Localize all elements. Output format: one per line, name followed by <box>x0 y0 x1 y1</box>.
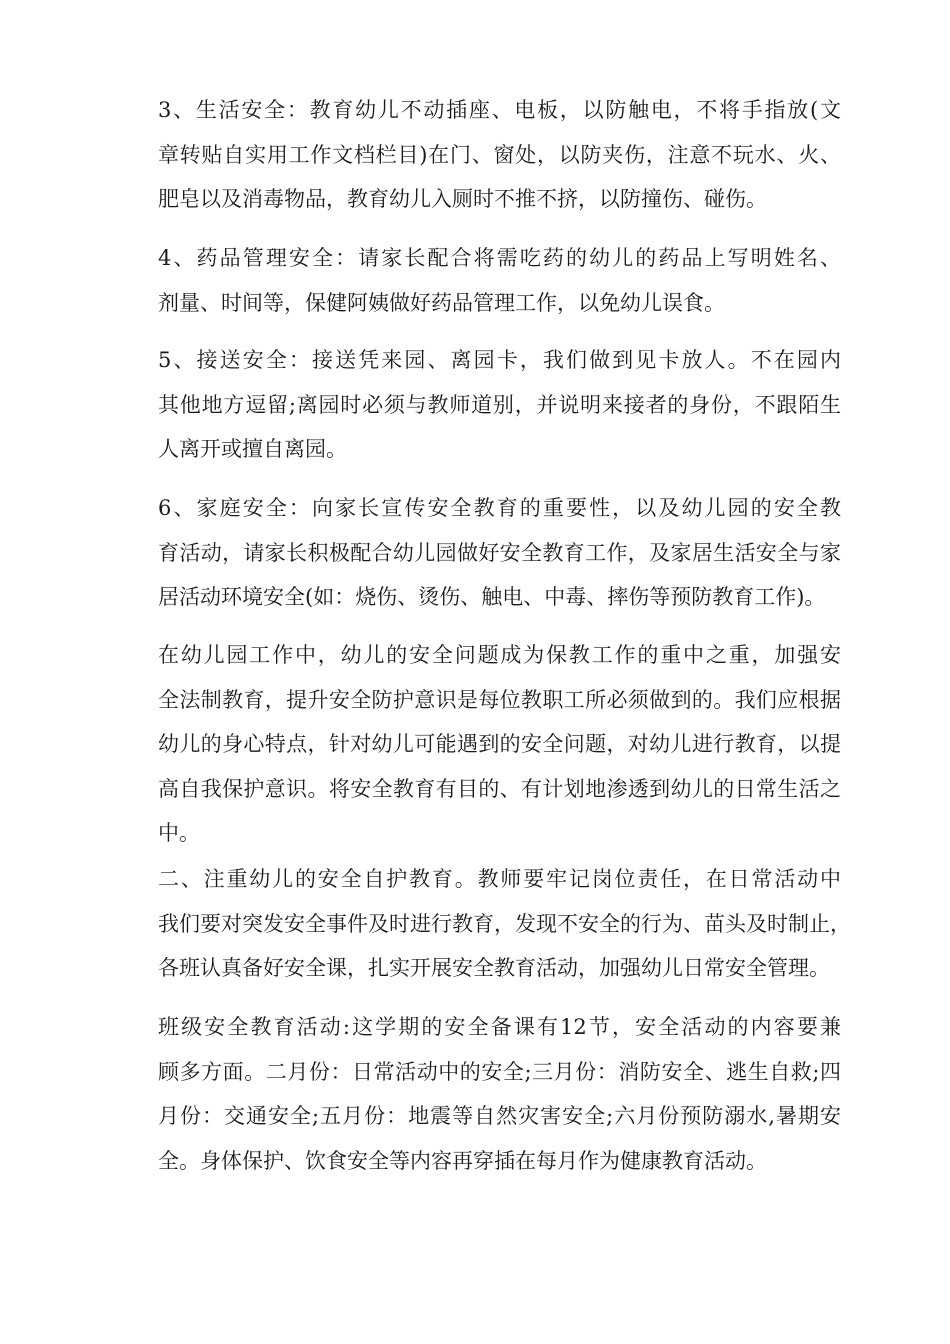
text-line: 章转贴自实用工作文档栏目)在门、窗处，以防夹伤，注意不玩水、火、 <box>158 142 841 167</box>
text-line: 各班认真备好安全课，扎实开展安全教育活动，加强幼儿日常安全管理。 <box>158 956 830 980</box>
text-line: 全。身体保护、饮食安全等内容再穿插在每月作为健康教育活动。 <box>158 1148 767 1173</box>
paragraph-kindergarten-work <box>116 633 841 856</box>
text-line: 人离开或擅自离园。 <box>158 437 347 461</box>
text-line: 全法制教育，提升安全防护意识是每位教职工所必须做到的。我们应根据 <box>158 687 841 712</box>
text-line: 育活动，请家长积极配合幼儿园做好安全教育工作，及家居生活安全与家 <box>158 540 841 565</box>
text-line: 中。 <box>158 821 200 845</box>
text-line: 幼儿的身心特点，针对幼儿可能遇到的安全问题，对幼儿进行教育，以提 <box>158 732 841 756</box>
text-line: 顾多方面。二月份：日常活动中的安全;三月份：消防安全、逃生自救;四 <box>158 1059 841 1084</box>
paragraph-class-activities <box>116 1005 841 1183</box>
text-line: 班级安全教育活动:这学期的安全备课有12节，安全活动的内容要兼 <box>158 1015 841 1039</box>
text-line: 其他地方逗留;离园时必须与教师道别，并说明来接者的身份，不跟陌生 <box>158 392 841 417</box>
text-line: 肥皂以及消毒物品，教育幼儿入厕时不推不挤，以防撞伤、碰伤。 <box>158 187 767 211</box>
text-line: 3、生活安全：教育幼儿不动插座、电板，以防触电，不将手指放(文 <box>158 98 841 122</box>
paragraph-pickup-safety <box>116 338 841 472</box>
text-line: 月份：交通安全;五月份：地震等自然灾害安全;六月份预防溺水,暑期安 <box>158 1104 841 1128</box>
text-line: 高自我保护意识。将安全教育有目的、有计划地渗透到幼儿的日常生活之 <box>158 776 841 801</box>
text-line: 6、家庭安全：向家长宣传安全教育的重要性，以及幼儿园的安全教 <box>158 496 841 520</box>
text-line: 4、药品管理安全：请家长配合将需吃药的幼儿的药品上写明姓名、 <box>158 246 841 270</box>
text-line: 二、注重幼儿的安全自护教育。教师要牢记岗位责任，在日常活动中 <box>158 867 841 891</box>
text-line: 我们要对突发安全事件及时进行教育，发现不安全的行为、苗头及时制止， <box>158 911 851 936</box>
paragraph-family-safety <box>116 486 841 620</box>
text-line: 剂量、时间等，保健阿姨做好药品管理工作，以免幼儿误食。 <box>158 290 725 315</box>
paragraph-life-safety <box>116 88 841 222</box>
paragraph-medicine-safety <box>116 236 841 325</box>
paragraph-self-protection <box>116 857 851 991</box>
text-line: 在幼儿园工作中，幼儿的安全问题成为保教工作的重中之重，加强安 <box>158 643 841 667</box>
text-line: 5、接送安全：接送凭来园、离园卡，我们做到见卡放人。不在园内 <box>158 348 841 372</box>
text-line: 居活动环境安全(如：烧伤、烫伤、触电、中毒、摔伤等预防教育工作)。 <box>158 585 826 609</box>
